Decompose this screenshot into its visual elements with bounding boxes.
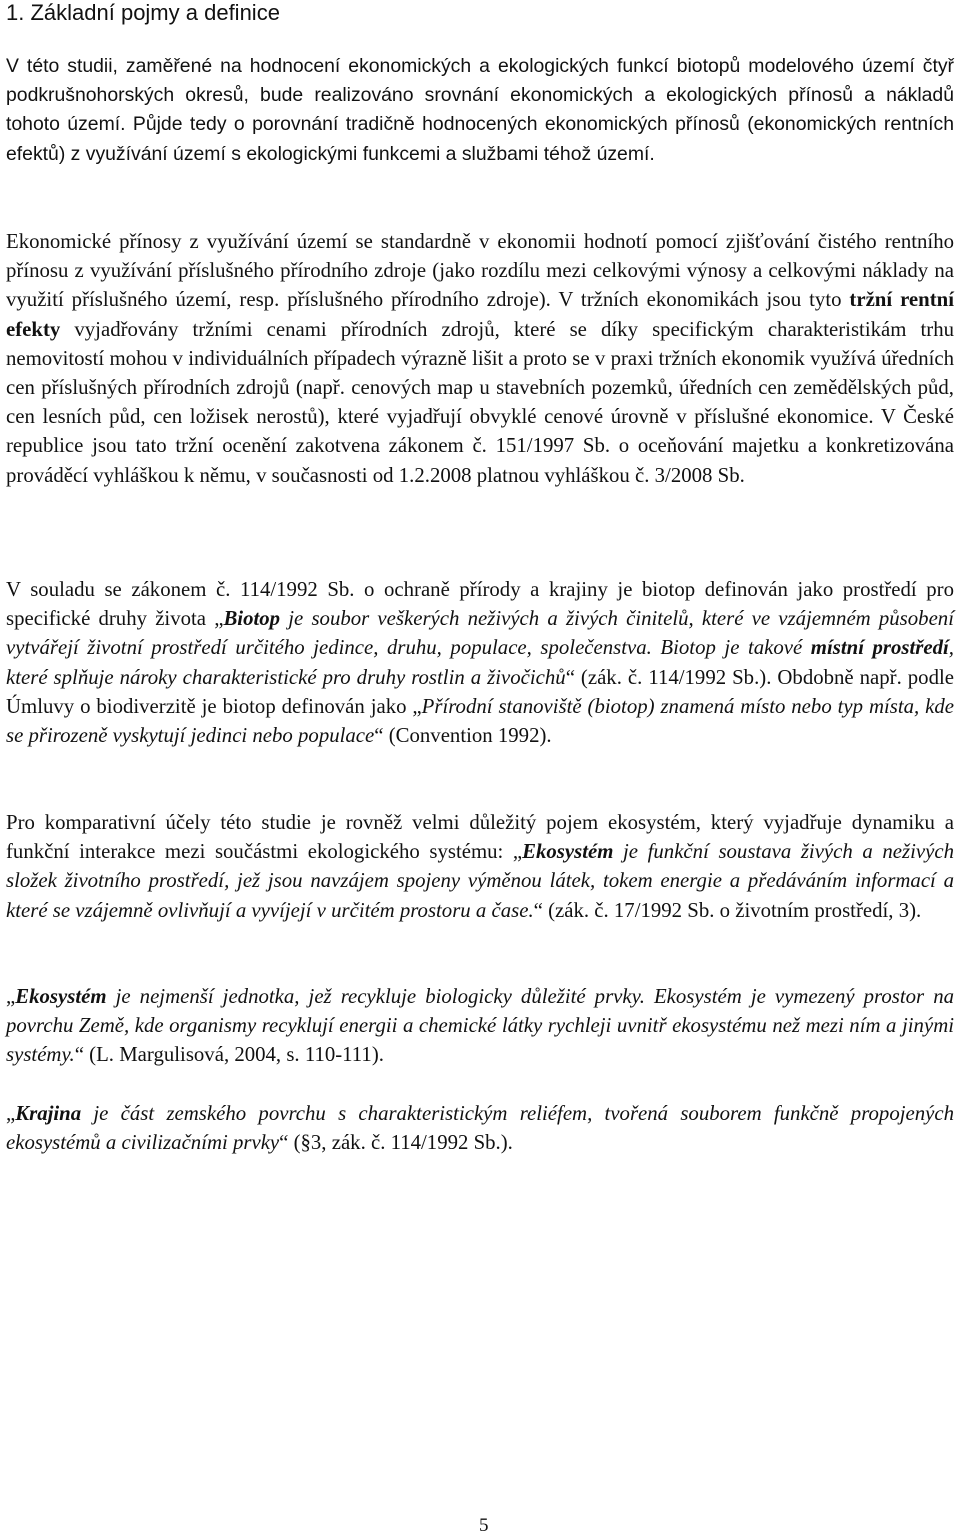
text-segment: je soubor veškerých neživých a živých činitelů, které ve vzájemném působení vytvářejí životní prostředí určitého jedince, druhu, populace, společenstva. Biotop je takové	[6, 607, 954, 660]
text-segment: V souladu se zákonem č. 114/1992 Sb. o ochraně přírody a krajiny je biotop definován jako prostředí pro specifické druhy života „	[6, 578, 954, 631]
text-segment: Pro komparativní účely této studie je rovněž velmi důležitý pojem ekosystém, který vyjadřuje dynamiku a funkční interakce mezi součástmi ekologického systému: „	[6, 811, 954, 864]
text-segment: je nejmenší jednotka, jež recykluje biologicky důležité prvky. Ekosystém je vymezený prostor na povrchu Země, kde organismy recyklují energii a chemické látky rychleji uvnitř ekosystému než mezi ním a jinými systémy.	[6, 985, 954, 1067]
text-segment: Biotop	[223, 607, 281, 631]
text-segment: “ (zák. č. 114/1992 Sb.). Obdobně např. podle Úmluvy o biodiverzitě je biotop definován jako „	[6, 665, 954, 718]
text-segment: místní prostředí	[810, 636, 949, 660]
text-segment: Krajina	[15, 1102, 82, 1125]
paragraph-economic-benefits	[6, 227, 954, 490]
text-segment: „	[6, 1102, 16, 1125]
paragraph-ecosystem-quote	[6, 982, 954, 1070]
text-segment: , které splňuje nároky charakteristické pro druhy rostlin a živočichů	[6, 636, 954, 689]
text-segment: Ekosystém	[15, 985, 107, 1008]
text-segment: “ (§3, zák. č. 114/1992 Sb.).	[279, 1131, 513, 1155]
paragraph-landscape-definition	[6, 1099, 954, 1157]
paragraph-biotope-definition	[6, 575, 954, 750]
section-heading: 1. Základní pojmy a definice	[6, 0, 280, 25]
text-segment: V této studii, zaměřené na hodnocení ekonomických a ekologických funkcí biotopů modelového území čtyř podkrušnohorských okresů, bude realizováno srovnání ekonomických a ekologických přínosů a nákladů tohoto území. Půjde tedy o porovnání tradičně hodnocených ekonomických přínosů (ekonomických rentních efektů) z využívání území s ekologickými funkcemi a službami téhož území.	[6, 55, 954, 165]
page-number: 5	[479, 1515, 489, 1536]
document-page	[6, 0, 954, 1537]
text-segment: je funkční soustava živých a neživých složek životního prostředí, jež jsou navzájem spojeny výměnou látek, tokem energie a předáváním informací a které se vzájemně ovlivňují a vyvíjejí v určitém prostoru a čase.	[6, 840, 954, 922]
text-segment: Ekonomické přínosy z využívání území se standardně v ekonomii hodnotí pomocí zjišťování čistého rentního přínosu z využívání příslušného přírodního zdroje (jako rozdílu mezi celkovými výnosy a celkovými náklady na využití příslušného území, resp. příslušného přírodního zdroje). V tržních ekonomikách jsou tyto	[6, 230, 954, 312]
text-segment: “ (L. Margulisová, 2004, s. 110-111).	[74, 1043, 384, 1067]
text-segment: Přírodní stanoviště (biotop) znamená místo nebo typ místa, kde se přirozeně vyskytují jedinci nebo populace	[6, 694, 954, 748]
text-segment: “ (zák. č. 17/1992 Sb. o životním prostředí, 3).	[533, 898, 922, 922]
text-segment: Ekosystém	[522, 840, 614, 864]
text-segment: tržní rentní efekty	[6, 288, 954, 341]
text-segment: vyjadřovány tržními cenami přírodních zdrojů, které se díky specifickým charakteristikám trhu nemovitostí mohou v individuálních případech výrazně lišit a proto se v praxi tržních ekonomik využívá úředních cen příslušných přírodních zdrojů (např. cenových map u stavebních pozemků, úředních cen zemědělských půd, cen lesních půd, cen ložisek nerostů), které vyjadřují obvyklé cenové úrovně v příslušné ekonomice. V České republice jsou tato tržní ocenění zakotvena zákonem č. 151/1997 Sb. o oceňování majetku a konkretizována prováděcí vyhláškou k němu, v současnosti od 1.2.2008 platnou vyhláškou č. 3/2008 Sb.	[6, 317, 954, 487]
paragraph-intro	[6, 52, 954, 169]
paragraph-ecosystem-definition	[6, 808, 954, 925]
text-segment: „	[6, 985, 16, 1008]
text-segment: “ (Convention 1992).	[374, 724, 552, 748]
text-segment: je část zemského povrchu s charakteristickým reliéfem, tvořená souborem funkčně propojených ekosystémů a civilizačními prvky	[6, 1102, 954, 1155]
